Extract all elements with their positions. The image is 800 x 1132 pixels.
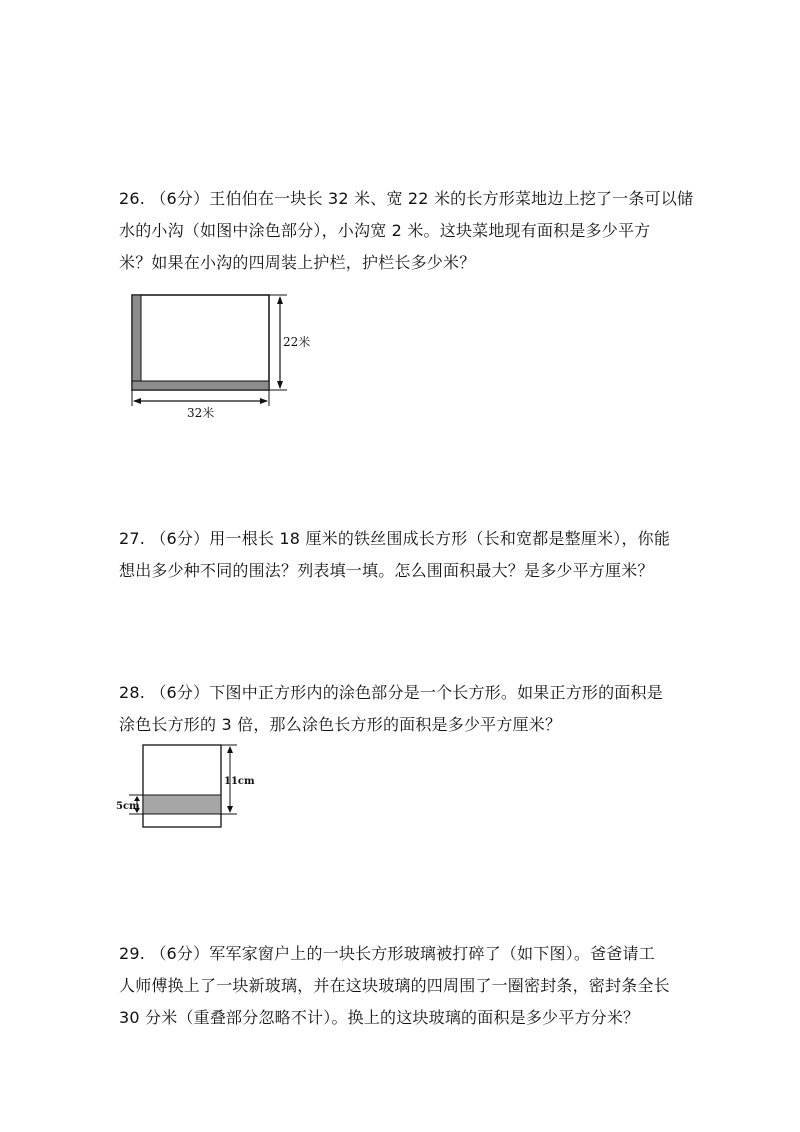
q26-line-1: 26. （6分）王伯伯在一块长 32 米、宽 22 米的长方形菜地边上挖了一条可以储 xyxy=(119,189,694,208)
q26-width-label: 32米 xyxy=(187,406,215,420)
q26-line-3: 米？如果在小沟的四周装上护栏，护栏长多少米？ xyxy=(119,253,476,272)
q28-top-label: 11cm xyxy=(224,776,255,787)
q28-shaded-rect xyxy=(143,795,221,814)
q26-field-outline xyxy=(132,295,269,390)
q26-ditch-left xyxy=(132,295,141,390)
q29-line-3: 30 分米（重叠部分忽略不计）。换上的这块玻璃的面积是多少平方分米？ xyxy=(119,1008,640,1027)
q28-figure xyxy=(115,740,275,840)
q28-line-2: 涂色长方形的 3 倍，那么涂色长方形的面积是多少平方厘米？ xyxy=(119,715,562,734)
q28-square xyxy=(143,745,221,827)
q26-ditch-bottom xyxy=(132,381,269,390)
q26-height-label: 22米 xyxy=(283,335,311,349)
q29-line-2: 人师傅换上了一块新玻璃，并在这块玻璃的四周围了一圈密封条，密封条全长 xyxy=(119,976,670,995)
q28-side-label: 5cm xyxy=(116,801,140,812)
q28-line-1: 28. （6分）下图中正方形内的涂色部分是一个长方形。如果正方形的面积是 xyxy=(119,683,663,702)
q27-line-1: 27. （6分）用一根长 18 厘米的铁丝围成长方形（长和宽都是整厘米），你能 xyxy=(119,529,671,548)
q27-line-2: 想出多少种不同的围法？列表填一填。怎么围面积最大？是多少平方厘米？ xyxy=(119,561,654,580)
q26-line-2: 水的小沟（如图中涂色部分），小沟宽 2 米。这块菜地现有面积是多少平方 xyxy=(119,221,651,240)
q26-figure xyxy=(125,290,325,420)
q29-line-1: 29. （6分）军军家窗户上的一块长方形玻璃被打碎了（如下图）。爸爸请工 xyxy=(119,944,655,963)
